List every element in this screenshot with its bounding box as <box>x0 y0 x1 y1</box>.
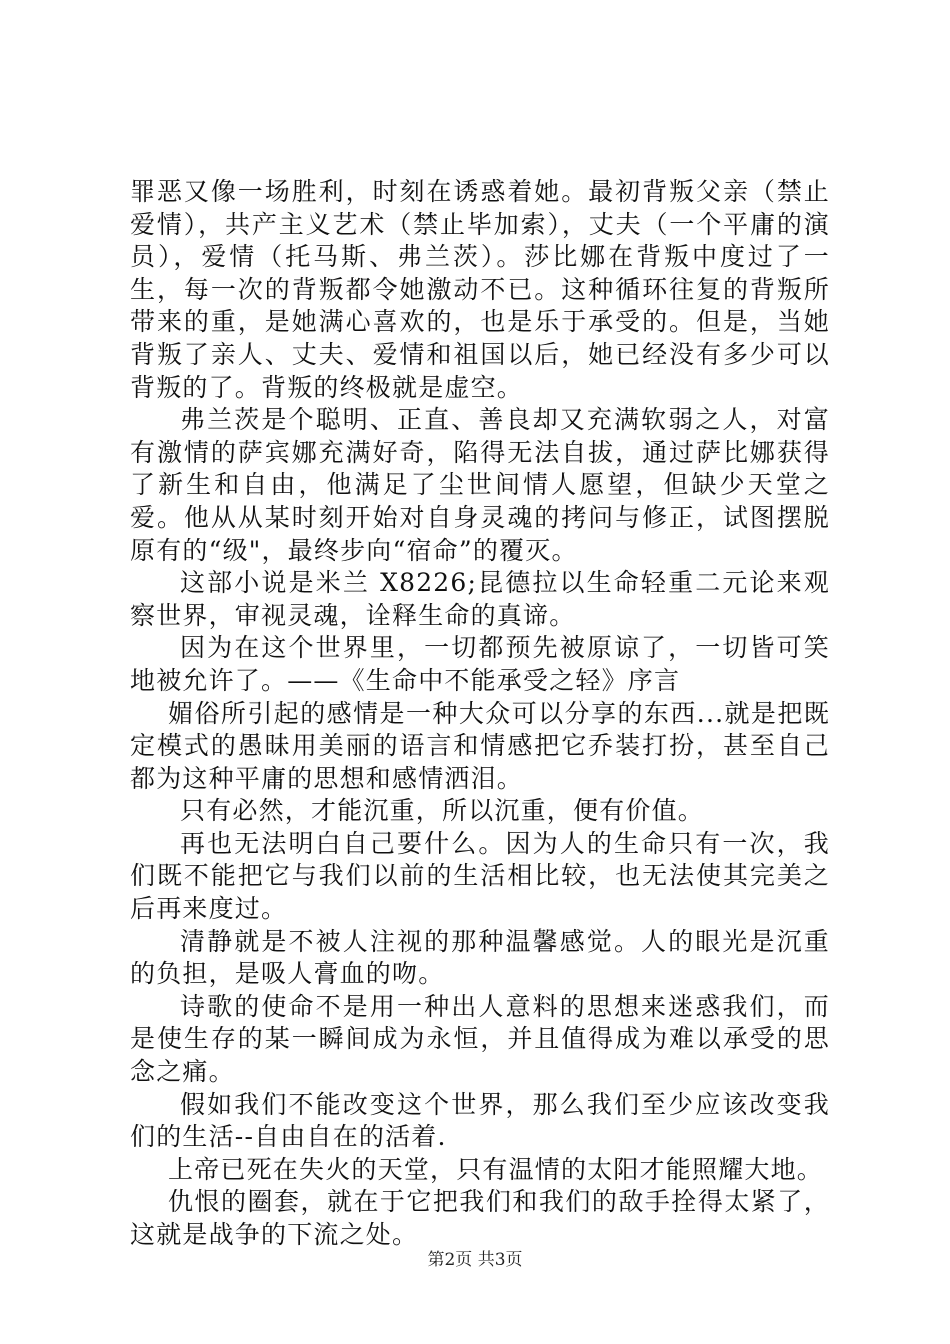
paragraph-franz: 弗兰茨是个聪明、正直、善良却又充满软弱之人，对富有激情的萨宾娜充满好奇，陷得无法自拔，通过萨比娜获得了新生和自由，他满足了尘世间情人愿望，但缺少天堂之爱。他从从某时刻开始对自身灵魂的拷问与修正，试图摆脱原有的“级"，最终步向“宿命”的覆灭。 <box>130 405 830 565</box>
paragraph-quote-kitsch: 媚俗所引起的感情是一种大众可以分享的东西...就是把既定模式的愚昧用美丽的语言和情感把它乔装打扮，甚至自己都为这种平庸的思想和感情洒泪。 <box>130 698 830 793</box>
paragraph-quote-preface: 因为在这个世界里，一切都预先被原谅了，一切皆可笑地被允许了。——《生命中不能承受之轻》序言 <box>130 633 830 695</box>
paragraph-novel-intro: 这部小说是米兰 X8226;昆德拉以生命轻重二元论来观察世界，审视灵魂，诠释生命的真谛。 <box>130 568 830 630</box>
page-number-footer: 第2页 共3页 <box>427 1250 523 1270</box>
paragraph-quote-quiet: 清静就是不被人注视的那种温馨感觉。人的眼光是沉重的负担，是吸人膏血的吻。 <box>130 926 830 989</box>
paragraph-continuation: 罪恶又像一场胜利，时刻在诱惑着她。最初背叛父亲（禁止爱情），共产主义艺术（禁止毕加索），丈夫（一个平庸的演员），爱情（托马斯、弗兰茨）。莎比娜在背叛中度过了一生，每一次的背叛都令她激动不已。这种循环往复的背叛所带来的重，是她满心喜欢的，也是乐于承受的。但是，当她背叛了亲人、丈夫、爱情和祖国以后，她已经没有多少可以背叛的了。背叛的终极就是虚空。 <box>130 177 830 402</box>
paragraph-quote-heaven: 上帝已死在失火的天堂，只有温情的太阳才能照耀大地。 <box>168 1154 824 1184</box>
paragraph-quote-hatred: 仇恨的圈套，就在于它把我们和我们的敌手拴得太紧了，这就是战争的下流之处。 <box>130 1187 830 1249</box>
document-body <box>130 176 830 1252</box>
paragraph-quote-life-once: 再也无法明白自己要什么。因为人的生命只有一次，我们既不能把它与我们以前的生活相比较，也无法使其完美之后再来度过。 <box>130 828 830 924</box>
paragraph-quote-change-life: 假如我们不能改变这个世界，那么我们至少应该改变我们的生活--自由自在的活着. <box>130 1089 830 1152</box>
paragraph-quote-poetry: 诗歌的使命不是用一种出人意料的思想来迷惑我们，而是使生存的某一瞬间成为永恒，并且值得成为难以承受的思念之痛。 <box>130 991 830 1087</box>
paragraph-quote-necessity: 只有必然，才能沉重，所以沉重，便有价值。 <box>180 796 705 826</box>
